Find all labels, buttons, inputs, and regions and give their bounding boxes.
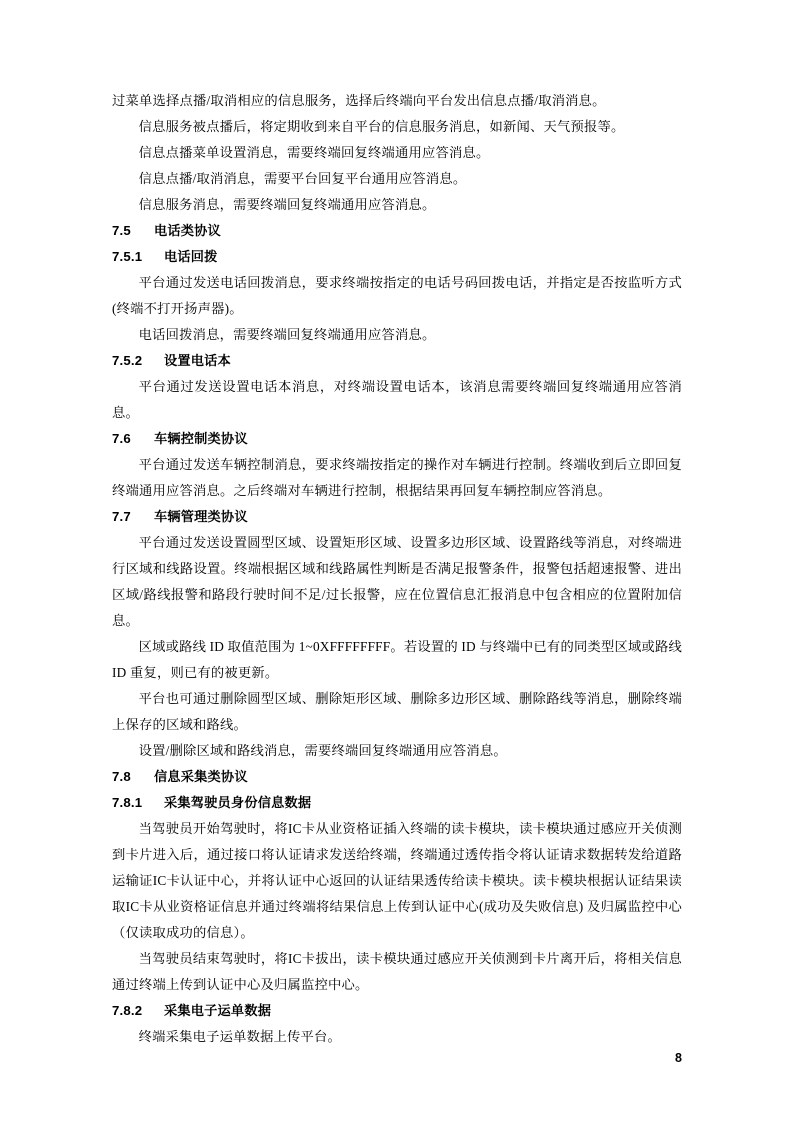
section-heading-7-8-2	[112, 998, 682, 1024]
section-title: 采集电子运单数据	[164, 1003, 272, 1018]
paragraph: 平台也可通过删除圆型区域、删除矩形区域、删除多边形区域、删除路线等消息，删除终端上保存的区域和路线。	[112, 691, 682, 732]
paragraph: 当驾驶员结束驾驶时，将IC卡拔出，读卡模块通过感应开关侦测到卡片离开后，将相关信息通过终端上传到认证中心及归属监控中心。	[112, 951, 682, 992]
section-title: 采集驾驶员身份信息数据	[164, 795, 312, 810]
paragraph: 平台通过发送设置电话本消息，对终端设置电话本，该消息需要终端回复终端通用应答消息。	[112, 379, 682, 420]
paragraph: 过菜单选择点播/取消相应的信息服务，选择后终端向平台发出信息点播/取消消息。	[112, 93, 606, 108]
section-title: 车辆控制类协议	[154, 431, 248, 446]
paragraph: 信息服务被点播后，将定期收到来自平台的信息服务消息，如新闻、天气预报等。	[138, 119, 625, 134]
section-heading-7-7	[112, 504, 682, 530]
section-title: 信息采集类协议	[154, 769, 248, 784]
section-number: 7.6	[112, 431, 131, 446]
paragraph: 终端采集电子运单数据上传平台。	[138, 1029, 342, 1044]
paragraph: 当驾驶员开始驾驶时，将IC卡从业资格证插入终端的读卡模块，读卡模块通过感应开关侦测到卡片进入后，通过接口将认证请求发送给终端，终端通过透传指令将认证请求数据转发给道路运输证IC卡认证中心，并将认证中心返回的认证结果透传给读卡模块。读卡模块根据认证结果读取IC卡从业资格证信息并通过终端将结果信息上传到认证中心(成功及失败信息) 及归属监控中心（仅读取成功的信息）。	[112, 821, 682, 940]
page-number: 8	[675, 1051, 682, 1065]
paragraph: 平台通过发送电话回拨消息，要求终端按指定的电话号码回拨电话，并指定是否按监听方式(终端不打开扬声器)。	[112, 275, 682, 316]
section-title: 车辆管理类协议	[154, 509, 248, 524]
paragraph: 设置/删除区域和路线消息，需要终端回复终端通用应答消息。	[138, 743, 507, 758]
paragraph: 信息点播菜单设置消息，需要终端回复终端通用应答消息。	[138, 145, 490, 160]
section-heading-7-6	[112, 426, 682, 452]
section-heading-7-8	[112, 764, 682, 790]
paragraph: 信息点播/取消消息，需要平台回复平台通用应答消息。	[138, 171, 467, 186]
section-number: 7.8.2	[112, 1003, 143, 1018]
section-title: 电话类协议	[154, 223, 221, 238]
paragraph: 平台通过发送设置圆型区域、设置矩形区域、设置多边形区域、设置路线等消息，对终端进行区域和线路设置。终端根据区域和线路属性判断是否满足报警条件，报警包括超速报警、进出区域/路线报警和路段行驶时间不足/过长报警，应在位置信息汇报消息中包含相应的位置附加信息。	[112, 535, 682, 628]
section-number: 7.5.2	[112, 353, 143, 368]
paragraph: 平台通过发送车辆控制消息，要求终端按指定的操作对车辆进行控制。终端收到后立即回复终端通用应答消息。之后终端对车辆进行控制，根据结果再回复车辆控制应答消息。	[112, 457, 682, 498]
section-number: 7.8	[112, 769, 131, 784]
paragraph: 信息服务消息，需要终端回复终端通用应答消息。	[138, 197, 436, 212]
section-heading-7-5	[112, 218, 682, 244]
paragraph: 电话回拨消息，需要终端回复终端通用应答消息。	[138, 327, 436, 342]
section-heading-7-5-2	[112, 348, 682, 374]
section-number: 7.8.1	[112, 795, 143, 810]
section-title: 电话回拨	[164, 249, 218, 264]
section-number: 7.5.1	[112, 249, 143, 264]
section-heading-7-5-1	[112, 244, 682, 270]
paragraph: 区域或路线 ID 取值范围为 1~0XFFFFFFFF。若设置的 ID 与终端中已有的同类型区域或路线 ID 重复，则已有的被更新。	[112, 639, 682, 680]
section-heading-7-8-1	[112, 790, 682, 816]
section-number: 7.7	[112, 509, 131, 524]
section-title: 设置电话本	[164, 353, 231, 368]
document-body	[112, 88, 682, 1050]
section-number: 7.5	[112, 223, 131, 238]
